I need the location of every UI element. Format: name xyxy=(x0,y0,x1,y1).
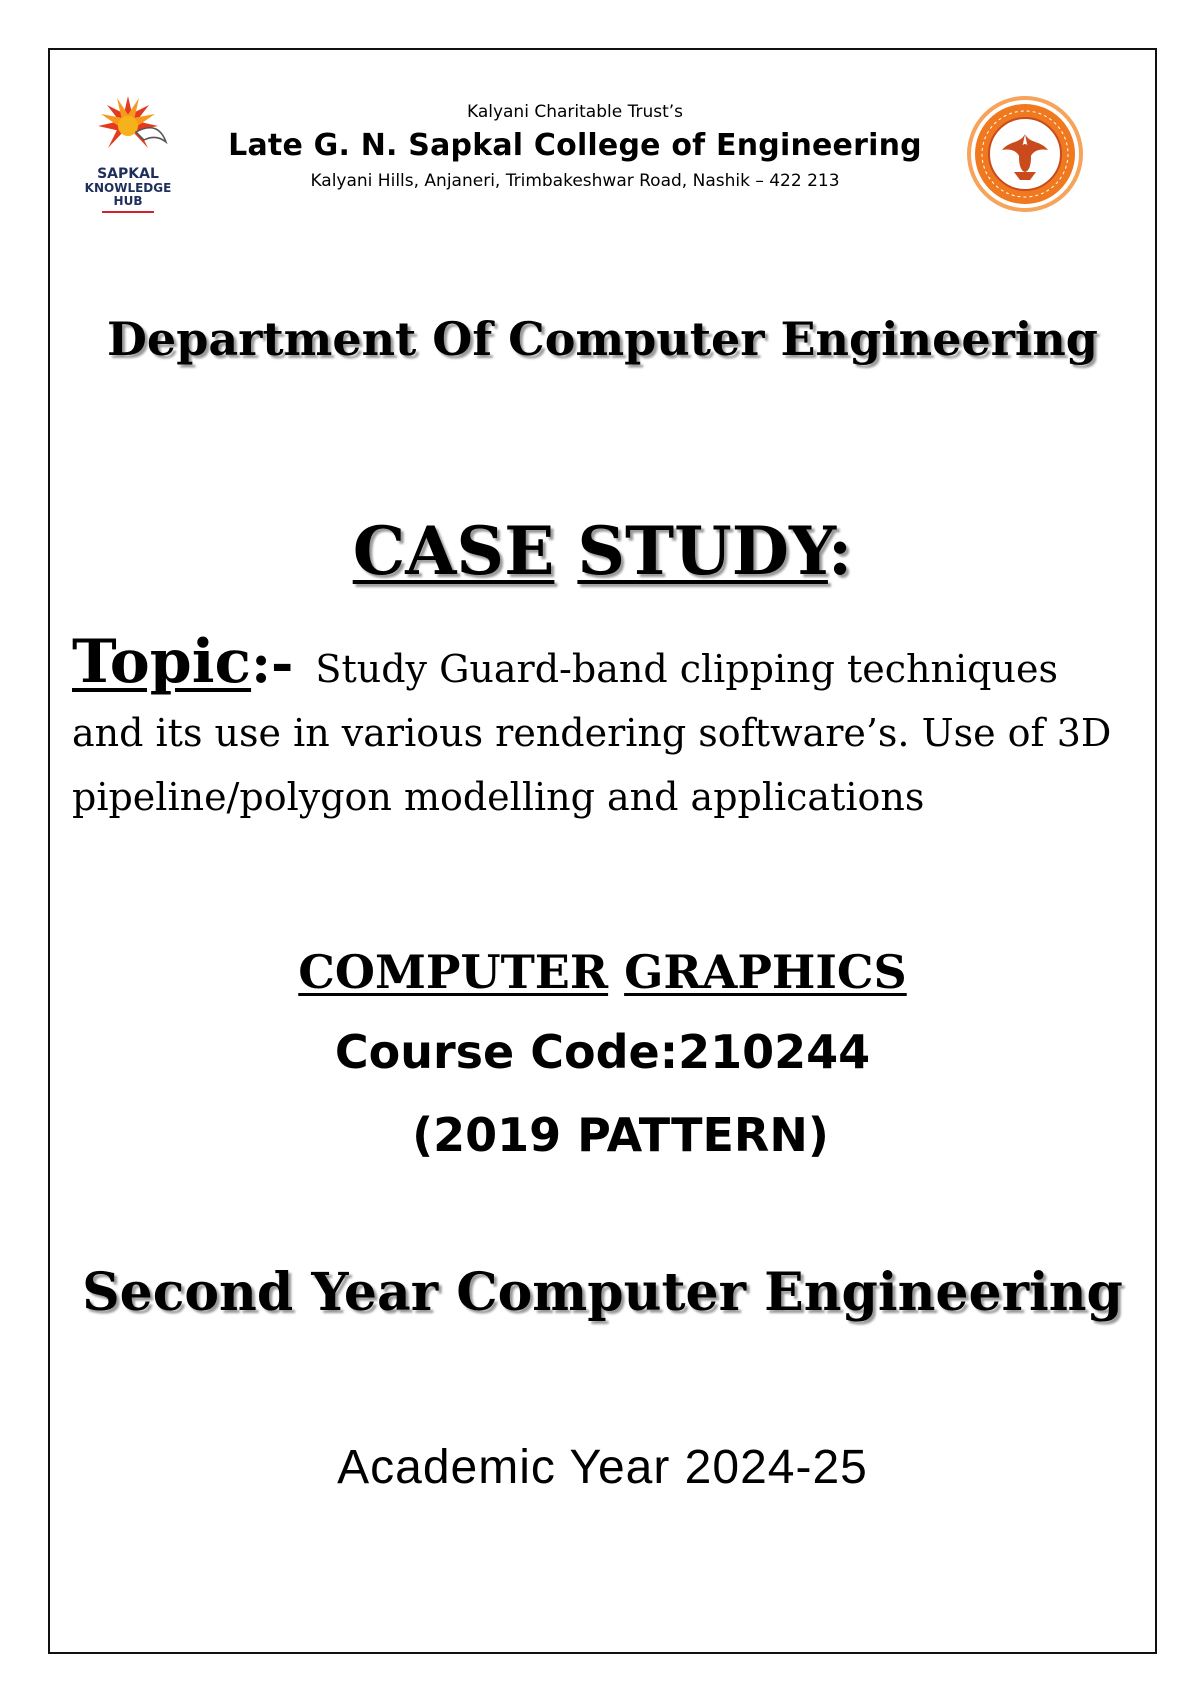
academic-year: Academic Year 2024-25 xyxy=(337,1441,868,1494)
subject-word-computer: COMPUTER xyxy=(298,945,609,999)
case-study-colon: : xyxy=(827,512,853,590)
subject-title xyxy=(48,945,1157,999)
college-name: Late G. N. Sapkal College of Engineering xyxy=(228,128,922,163)
sapkal-logo-icon xyxy=(72,88,202,218)
page-border xyxy=(48,48,1157,1654)
year-title: Second Year Computer Engineering xyxy=(82,1262,1123,1323)
topic-text: Study Guard-band clipping techniques and its use in various rendering software’s. Use of 3D pipeline/polygon modelling and applications xyxy=(72,647,1112,819)
course-code: Course Code:210244 xyxy=(334,1025,871,1079)
college-header xyxy=(220,102,930,191)
case-study-title xyxy=(48,512,1157,590)
college-address: Kalyani Hills, Anjaneri, Trimbakeshwar Road, Nashik – 422 213 xyxy=(310,171,840,191)
department-title: Department Of Computer Engineering xyxy=(107,312,1098,366)
trust-name: Kalyani Charitable Trust’s xyxy=(466,102,684,122)
college-seal-logo xyxy=(950,92,1100,217)
case-word: CASE xyxy=(352,512,555,590)
study-word: STUDY xyxy=(577,512,828,590)
sapkal-knowledge-hub-logo xyxy=(72,88,202,218)
topic-block xyxy=(72,627,1132,829)
logo-text-knowledge: KNOWLEDGE xyxy=(84,181,172,195)
logo-text-sapkal: SAPKAL xyxy=(97,166,159,182)
pattern: (2019 PATTERN) xyxy=(412,1108,829,1162)
college-seal-icon xyxy=(950,92,1100,217)
topic-separator: :- xyxy=(251,631,294,695)
topic-label: Topic xyxy=(72,627,252,697)
logo-text-hub: HUB xyxy=(113,194,143,208)
subject-word-graphics: GRAPHICS xyxy=(624,945,907,999)
